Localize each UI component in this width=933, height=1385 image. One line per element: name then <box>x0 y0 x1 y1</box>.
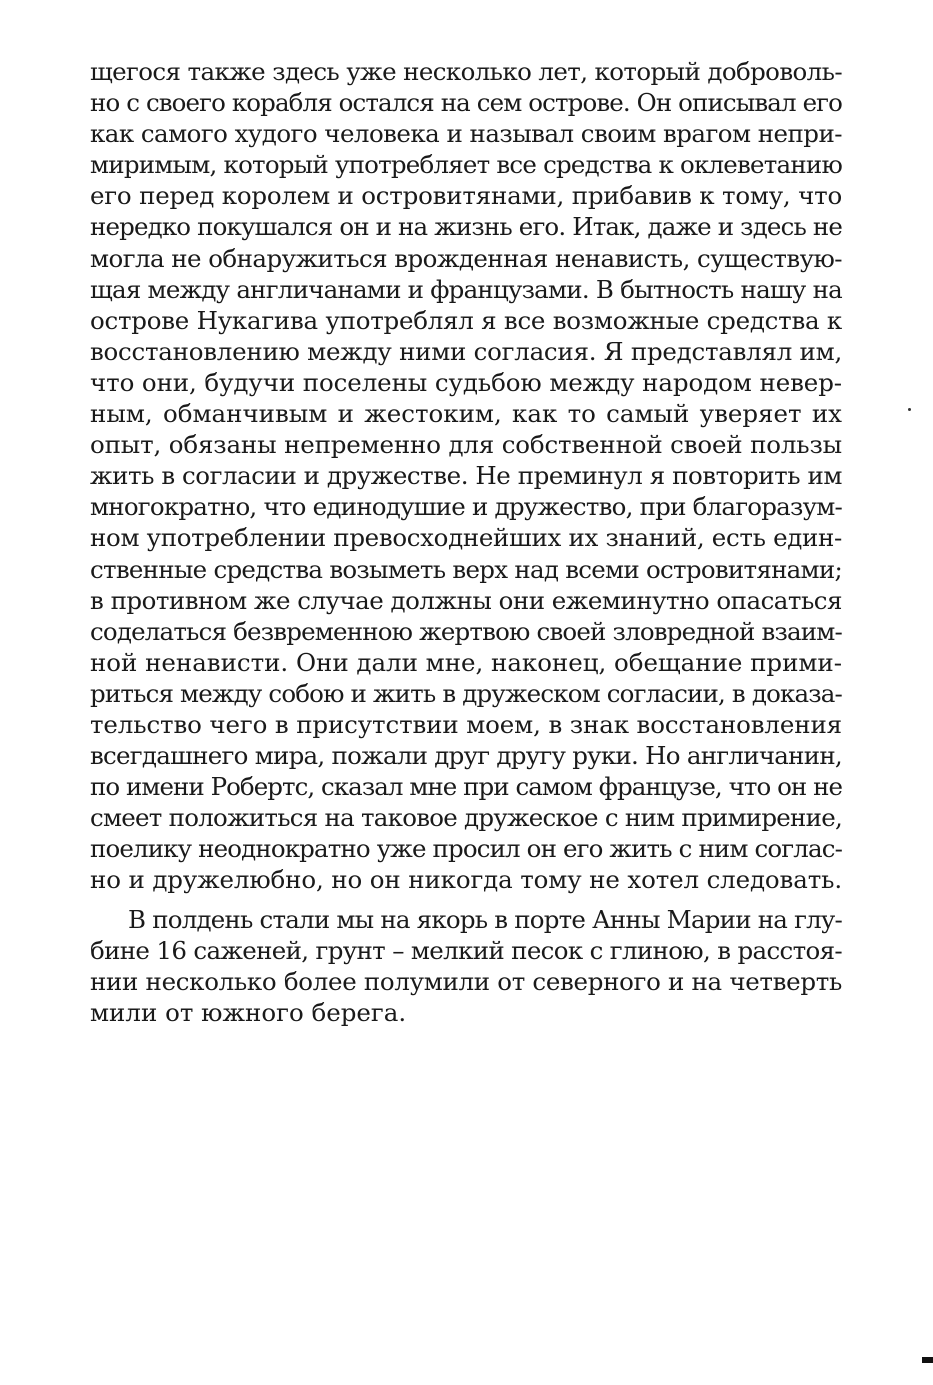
text-line: опыт, обязаны непременно для собственной своей пользы <box>90 430 842 460</box>
text-line: тельство чего в присутствии моем, в знак восстановления <box>90 709 842 739</box>
text-line: бине 16 саженей, грунт – мелкий песок с глиною, в расстоя- <box>90 935 842 965</box>
paragraph-gap <box>90 896 842 904</box>
scan-speck <box>908 408 911 411</box>
text-line: ной ненависти. Они дали мне, наконец, обещание прими- <box>90 647 842 677</box>
text-line: многократно, что единодушие и дружество, при благоразум- <box>90 492 843 522</box>
text-line: как самого худого человека и называл своим врагом непри- <box>90 119 842 149</box>
text-line: ным, обманчивым и жестоким, как то самый уверяет их <box>90 399 842 429</box>
text-line: ственные средства возыметь верх над всеми островитянами; <box>90 554 842 584</box>
text-line: жить в согласии и дружестве. Не преминул я повторить им <box>90 461 842 491</box>
text-line: соделаться безвременною жертвою своей зловредной взаим- <box>90 616 842 646</box>
text-line: по имени Робертс, сказал мне при самом французе, что он не <box>90 772 842 802</box>
text-line: его перед королем и островитянами, прибавив к тому, что <box>90 181 842 211</box>
scan-corner-mark <box>922 1357 933 1363</box>
paragraph-1 <box>90 56 842 896</box>
text-line: восстановлению между ними согласия. Я представлял им, <box>90 336 842 366</box>
text-line: миримым, который употребляет все средства к оклеветанию <box>90 150 842 180</box>
text-line: но с своего корабля остался на сем острове. Он описывал его <box>90 88 842 118</box>
paragraph-2 <box>90 904 842 1028</box>
text-line: ном употреблении превосходнейших их знаний, есть един- <box>90 523 842 553</box>
text-line: острове Нукагива употреблял я все возможные средства к <box>90 305 842 335</box>
text-line: риться между собою и жить в дружеском согласии, в доказа- <box>90 678 842 708</box>
text-line-last: но и дружелюбно, но он никогда тому не хотел следовать. <box>90 865 842 895</box>
text-line: нередко покушался он и на жизнь его. Итак, даже и здесь не <box>90 212 842 242</box>
text-line: щегося также здесь уже несколько лет, который доброволь- <box>90 57 842 86</box>
text-line: нии несколько более полумили от северного и на четверть <box>90 966 842 996</box>
text-line: в противном же случае должны они ежеминутно опасаться <box>90 585 842 615</box>
text-line: щая между англичанами и французами. В бытность нашу на <box>90 274 842 304</box>
text-line: поелику неоднократно уже просил он его жить с ним соглас- <box>90 834 842 864</box>
text-line-last: мили от южного берега. <box>90 997 407 1027</box>
text-line: всегдашнего мира, пожали друг другу руки. Но англичанин, <box>90 741 842 771</box>
body-text <box>90 56 842 1028</box>
text-line-indented: В полдень стали мы на якорь в порте Анны Марии на глу- <box>128 904 842 934</box>
text-line: могла не обнаружиться врожденная ненависть, существую- <box>90 243 842 273</box>
text-line: смеет положиться на таковое дружеское с ним примирение, <box>90 803 842 833</box>
text-line: что они, будучи поселены судьбою между народом невер- <box>90 367 842 397</box>
